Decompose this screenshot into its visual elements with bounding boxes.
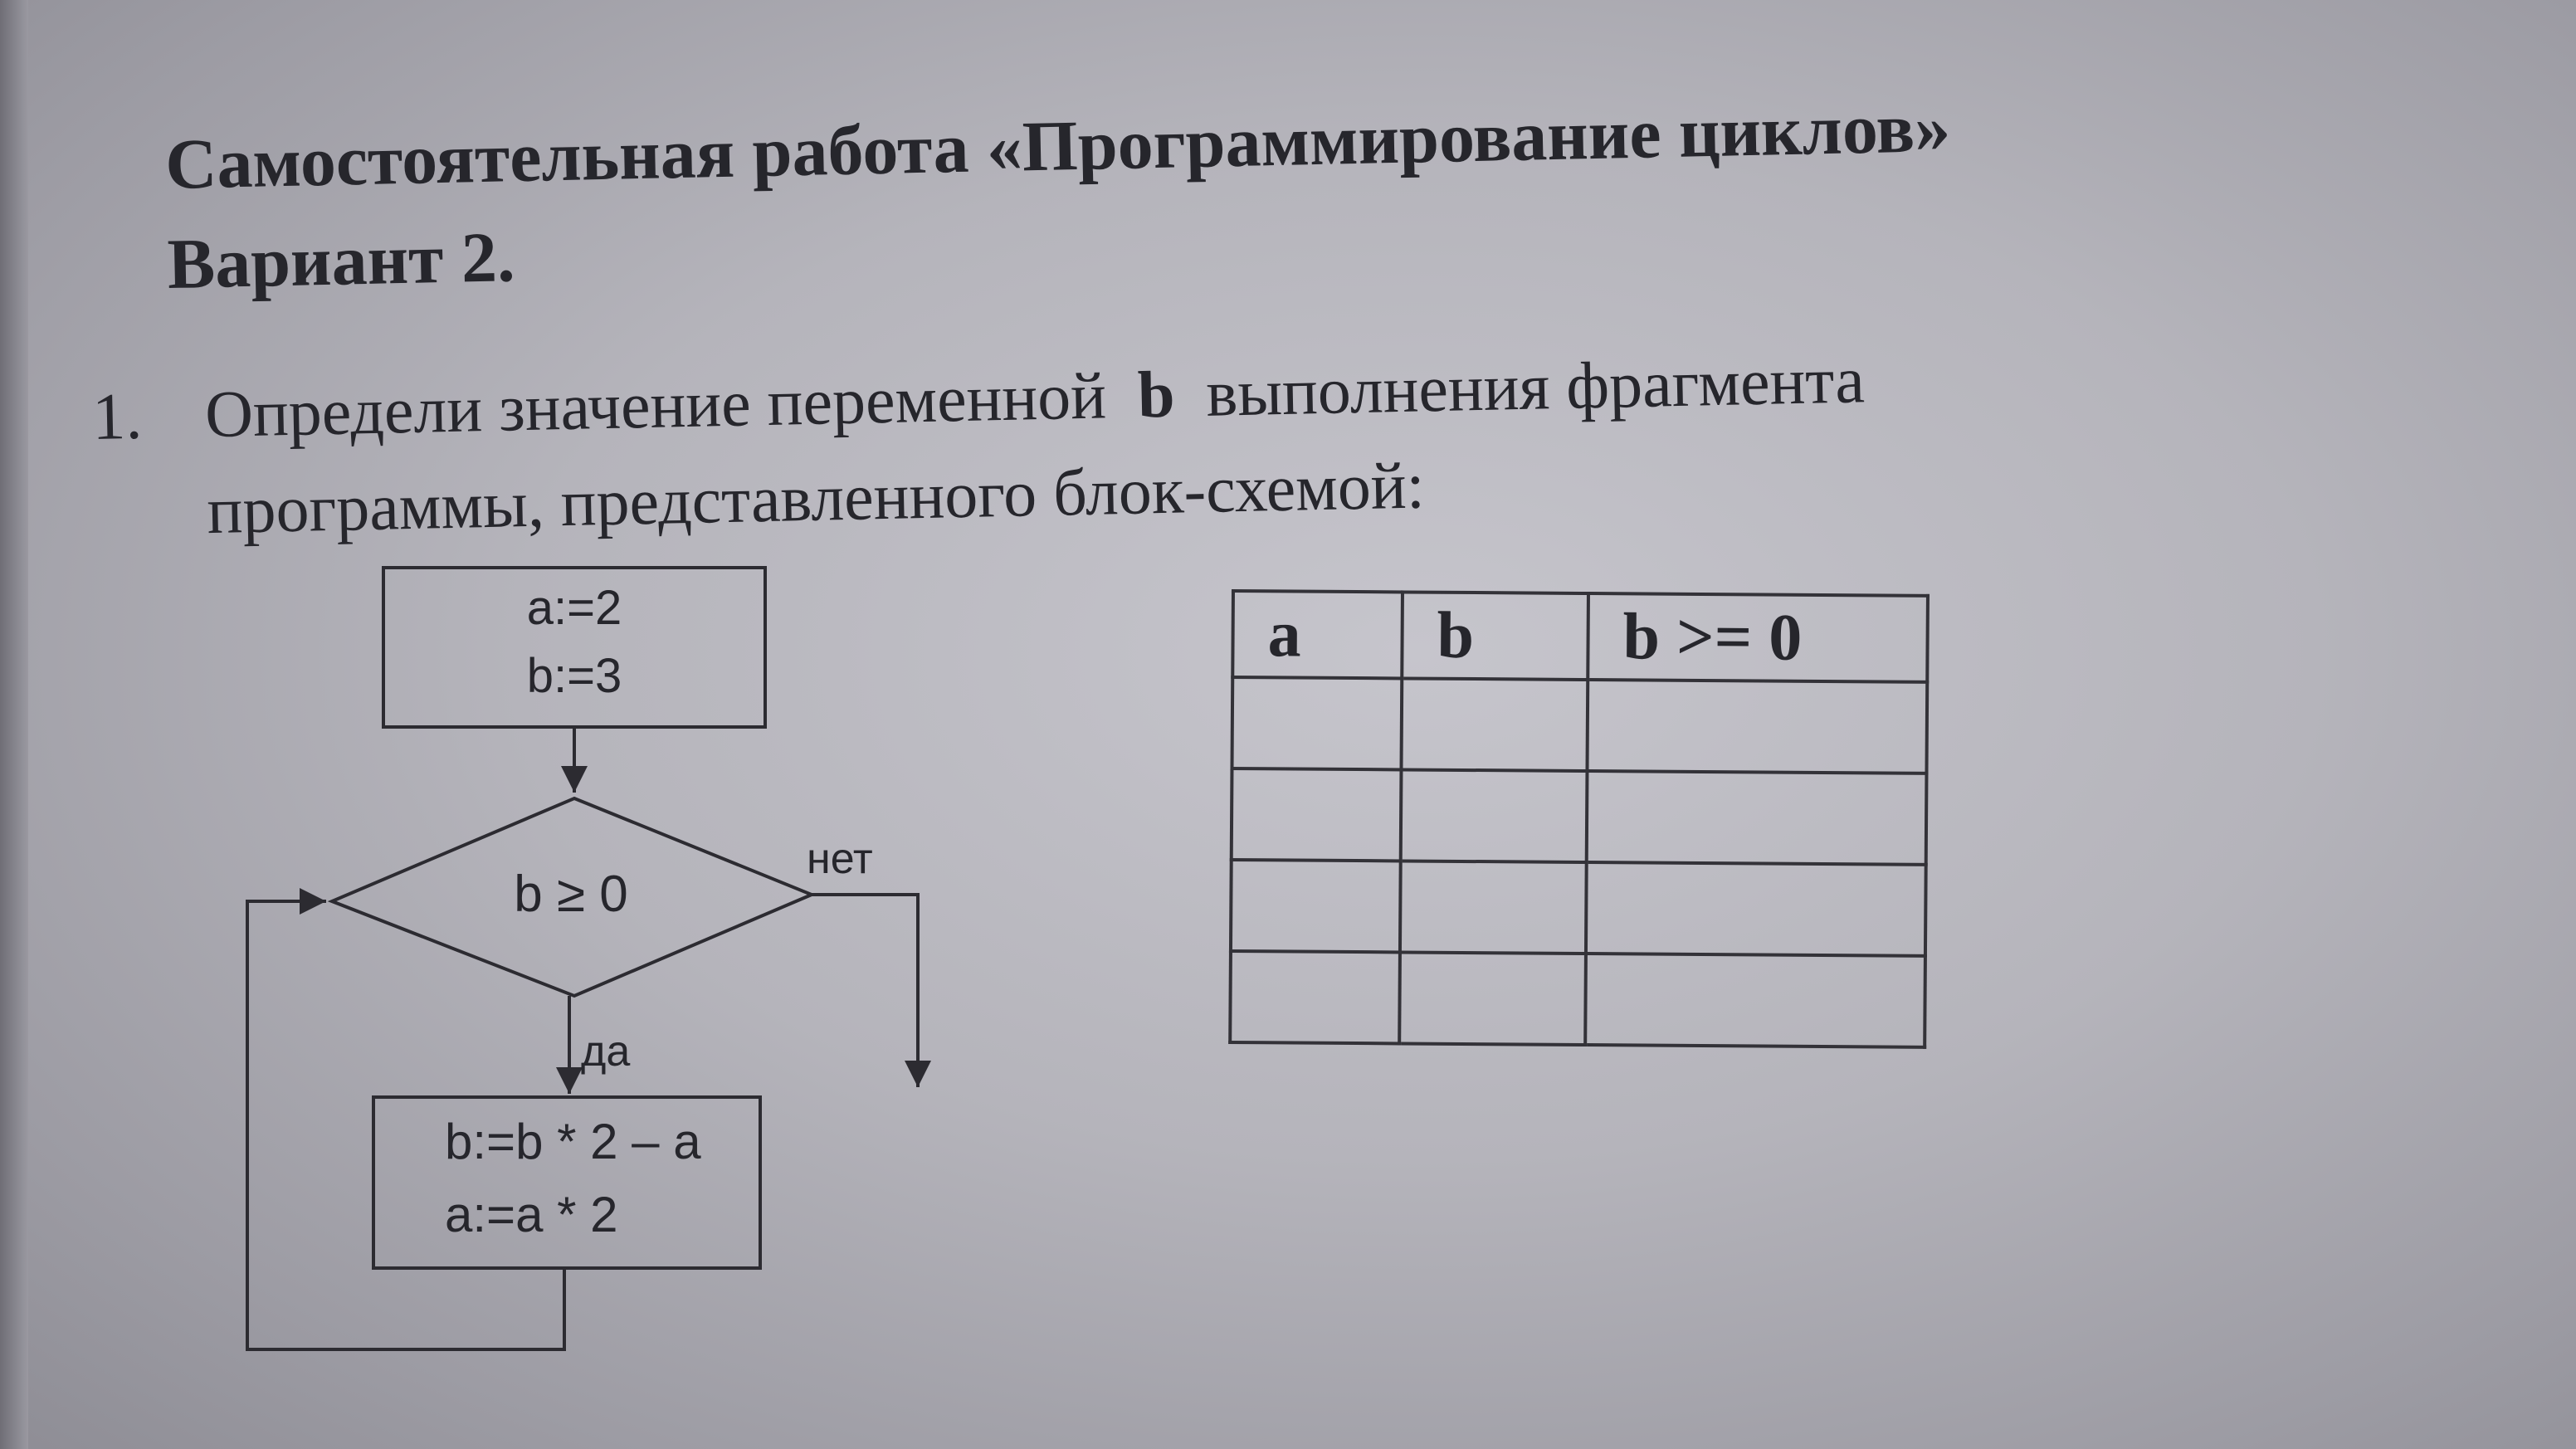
- table-cell[interactable]: [1232, 768, 1402, 861]
- yes-label: да: [581, 1027, 631, 1076]
- init-line-1: a:=2: [526, 581, 622, 635]
- task-number: 1.: [91, 379, 144, 454]
- table-cell[interactable]: [1230, 951, 1400, 1043]
- table-row: [1231, 860, 1926, 956]
- trace-table: [1228, 589, 1930, 1049]
- table-header-row: [1232, 591, 1928, 682]
- task-text-before: Определи значение переменной: [204, 359, 1107, 452]
- table-cell[interactable]: [1232, 677, 1402, 769]
- table-cell[interactable]: [1585, 954, 1925, 1047]
- table-cell[interactable]: [1586, 862, 1926, 956]
- init-line-2: b:=3: [526, 649, 622, 703]
- table-cell[interactable]: [1399, 952, 1586, 1045]
- task-text-after: выполнения фрагмента: [1205, 344, 1866, 431]
- table-row: [1232, 768, 1927, 865]
- table-cell[interactable]: [1231, 860, 1401, 952]
- worksheet-title: Самостоятельная работа «Программирование циклов»: [164, 86, 1952, 204]
- table-header-b: b: [1402, 592, 1588, 680]
- table-cell[interactable]: [1587, 680, 1927, 773]
- condition-label: b ≥ 0: [514, 866, 628, 923]
- arrow-no-exit: [812, 895, 918, 1087]
- task-line-2: программы, представленного блок-схемой:: [206, 449, 1426, 549]
- table-cell[interactable]: [1401, 678, 1588, 771]
- body-line-1: b:=b * 2 – a: [445, 1114, 701, 1169]
- table-cell[interactable]: [1400, 861, 1587, 954]
- table-cell[interactable]: [1587, 771, 1927, 865]
- table-cell[interactable]: [1401, 769, 1588, 862]
- table-header-condition: b >= 0: [1588, 593, 1928, 682]
- table-row: [1232, 677, 1927, 773]
- no-label: нет: [807, 835, 873, 883]
- table-header-a: a: [1232, 591, 1403, 678]
- task-variable: b: [1137, 358, 1176, 432]
- body-line-2: a:=a * 2: [445, 1187, 618, 1242]
- variant-label: Вариант 2.: [166, 217, 516, 304]
- table-row: [1230, 951, 1925, 1047]
